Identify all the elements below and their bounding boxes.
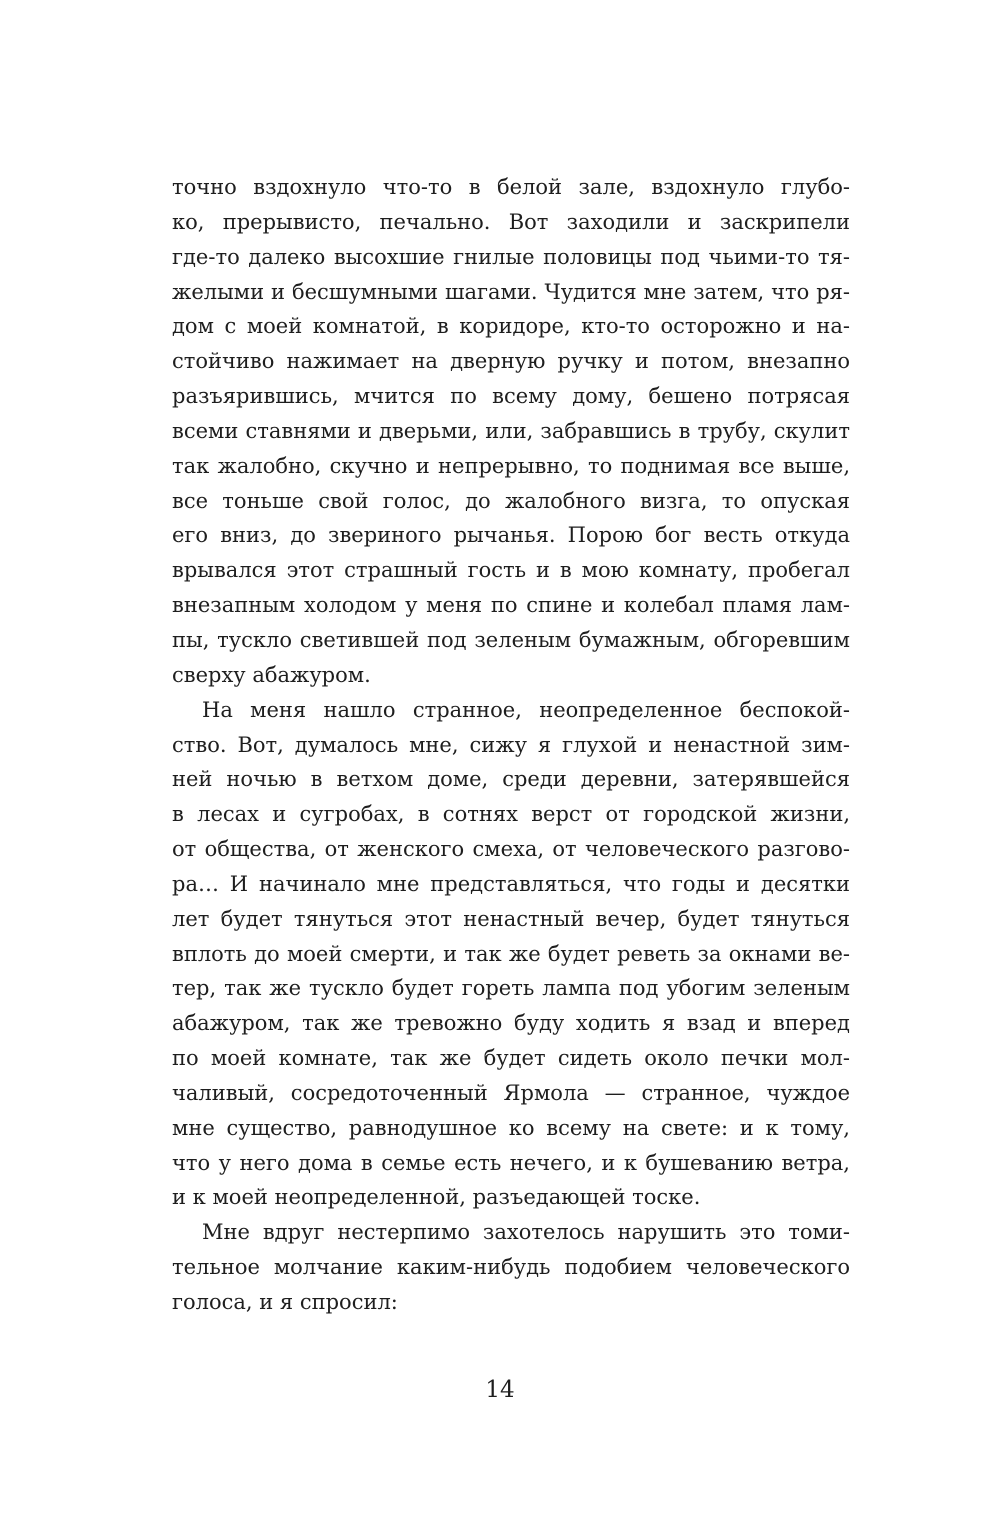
text-line: всеми ставнями и дверьми, или, забравшись в трубу, скулит bbox=[172, 418, 850, 443]
text-line: чаливый, сосредоточенный Ярмола — странное, чуждое bbox=[172, 1080, 850, 1105]
text-line: все тоньше свой голос, до жалобного визга, то опуская bbox=[172, 488, 850, 513]
text-line: сверху абажуром. bbox=[172, 662, 371, 687]
text-line: На меня нашло странное, неопределенное беспокой- bbox=[202, 697, 850, 722]
text-line: тельное молчание каким-нибудь подобием человеческого bbox=[172, 1255, 850, 1280]
text-line: абажуром, так же тревожно буду ходить я взад и вперед bbox=[172, 1011, 850, 1036]
paragraph-1 bbox=[172, 170, 850, 693]
text-line: желыми и бесшумными шагами. Чудится мне затем, что ря- bbox=[172, 279, 850, 304]
text-line: где-то далеко высохшие гнилые половицы под чьими-то тя- bbox=[172, 244, 850, 269]
text-line: пы, тускло светившей под зеленым бумажным, обгоревшим bbox=[172, 627, 850, 652]
text-line: точно вздохнуло что-то в белой зале, вздохнуло глубо- bbox=[172, 175, 850, 199]
text-line: в лесах и сугробах, в сотнях верст от городской жизни, bbox=[172, 802, 850, 827]
text-line: голоса, и я спросил: bbox=[172, 1290, 398, 1314]
text-line: и к моей неопределенной, разъедающей тоске. bbox=[172, 1185, 701, 1210]
paragraph-2 bbox=[172, 693, 850, 1216]
text-line: его вниз, до звериного рычанья. Порою бог весть откуда bbox=[172, 523, 850, 548]
text-line: разъярившись, мчится по всему дому, бешено потрясая bbox=[172, 384, 850, 409]
text-line: ра… И начинало мне представляться, что годы и десятки bbox=[172, 871, 850, 896]
text-line: от общества, от женского смеха, от человеческого разгово- bbox=[172, 837, 850, 862]
text-line: вплоть до моей смерти, и так же будет реветь за окнами ве- bbox=[172, 941, 850, 966]
page-number: 14 bbox=[485, 1377, 515, 1403]
text-line: ней ночью в ветхом доме, среди деревни, затерявшейся bbox=[172, 767, 850, 792]
text-line: Мне вдруг нестерпимо захотелось нарушить это томи- bbox=[202, 1220, 850, 1245]
text-line: по моей комнате, так же будет сидеть около печки мол- bbox=[172, 1046, 850, 1071]
body-text bbox=[172, 170, 850, 1320]
text-line: мне существо, равнодушное ко всему на свете: и к тому, bbox=[172, 1115, 850, 1140]
text-line: тер, так же тускло будет гореть лампа под убогим зеленым bbox=[172, 976, 850, 1001]
text-line: что у него дома в семье есть нечего, и к бушеванию ветра, bbox=[172, 1150, 850, 1175]
text-line: ство. Вот, думалось мне, сижу я глухой и ненастной зим- bbox=[172, 732, 850, 757]
text-line: так жалобно, скучно и непрерывно, то поднимая все выше, bbox=[172, 453, 850, 478]
text-line: стойчиво нажимает на дверную ручку и потом, внезапно bbox=[172, 349, 850, 374]
text-line: ко, прерывисто, печально. Вот заходили и заскрипели bbox=[172, 209, 850, 234]
paragraph-3 bbox=[172, 1215, 850, 1320]
text-line: внезапным холодом у меня по спине и колебал пламя лам- bbox=[172, 593, 850, 618]
text-line: врывался этот страшный гость и в мою комнату, пробегал bbox=[172, 558, 850, 583]
text-line: дом с моей комнатой, в коридоре, кто-то осторожно и на- bbox=[172, 314, 850, 339]
text-line: лет будет тянуться этот ненастный вечер, будет тянуться bbox=[172, 906, 850, 931]
